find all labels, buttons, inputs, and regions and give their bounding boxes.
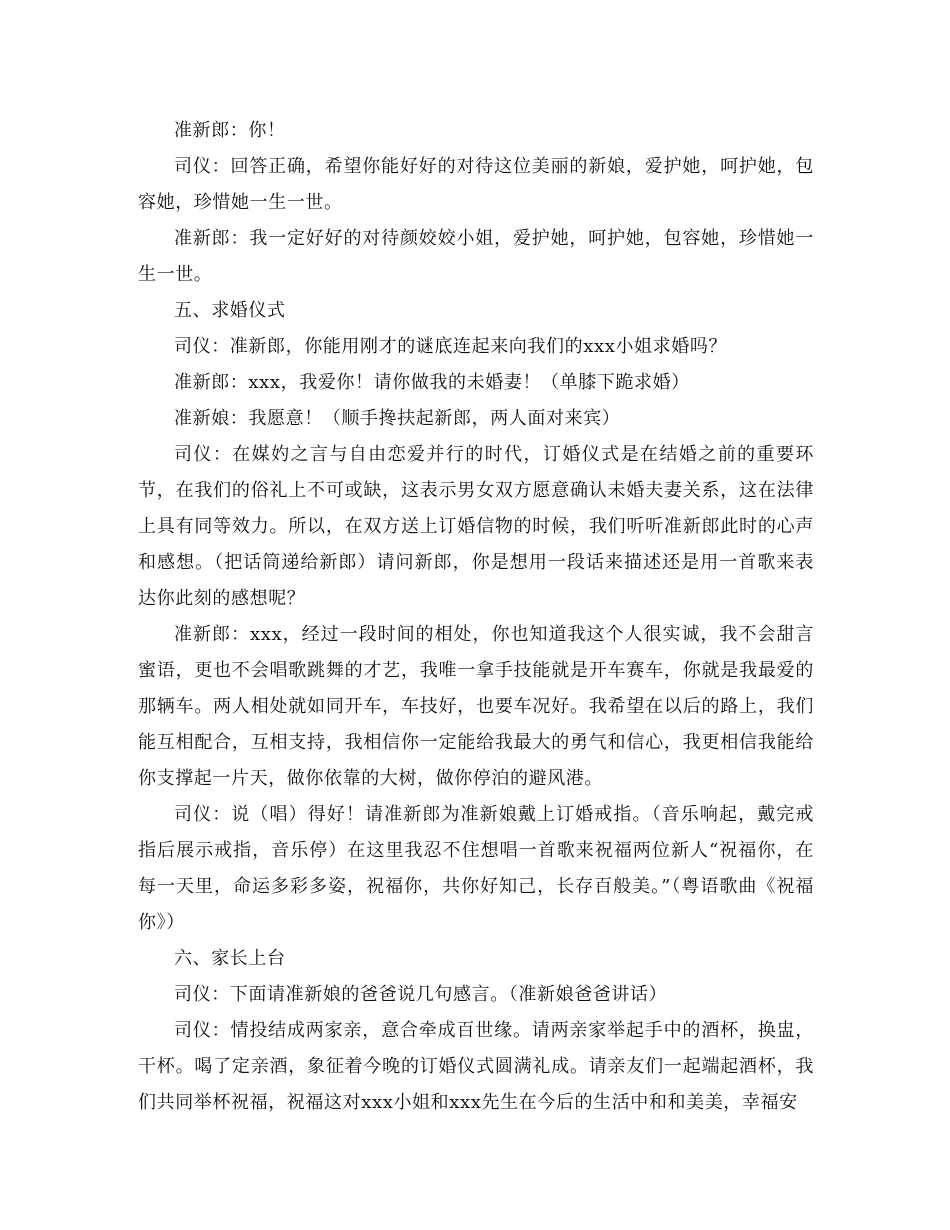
document-body — [138, 113, 814, 1121]
paragraph-bride-accept: 准新娘：我愿意！（顺手搀扶起新郎，两人面对来宾） — [174, 408, 621, 429]
paragraph-groom-promise: 准新郎：我一定好好的对待颜姣姣小姐，爱护她，呵护她，包容她，珍惜她一生一世。 — [138, 228, 814, 285]
paragraph-mc-correct: 司仪：回答正确，希望你能好好的对待这位美丽的新娘，爱护她，呵护她，包容她，珍惜她一生一世。 — [138, 156, 814, 213]
paragraph-mc-ceremony: 司仪：在媒妁之言与自由恋爱并行的时代，订婚仪式是在结婚之前的重要环节，在我们的俗礼上不可或缺，这表示男女双方愿意确认未婚夫妻关系，这在法律上具有同等效力。所以，在双方送上订婚信物的时候，我们听听准新郎此时的心声和感想。（把话筒递给新郎）请问新郎，你是想用一段话来描述还是用一首歌来表达你此刻的感想呢？ — [138, 444, 814, 609]
paragraph-mc-proposal: 司仪：准新郎，你能用刚才的谜底连起来向我们的xxx小姐求婚吗？ — [174, 336, 728, 357]
paragraph-mc-ring: 司仪：说（唱）得好！请准新郎为准新娘戴上订婚戒指。（音乐响起，戴完戒指后展示戒指，音乐停）在这里我忍不住想唱一首歌来祝福两位新人“祝福你，在每一天里，命运多彩多姿，祝福你，共你好知己，长存百般美。”（粤语歌曲《祝福你》） — [138, 804, 814, 933]
paragraph-groom-answer: 准新郎：你！ — [174, 120, 286, 141]
paragraph-groom-speech: 准新郎：xxx，经过一段时间的相处，你也知道我这个人很实诚，我不会甜言蜜语，更也不会唱歌跳舞的才艺，我唯一拿手技能就是开车赛车，你就是我最爱的那辆车。两人相处就如同开车，车技好，也要车况好。我希望在以后的路上，我们能互相配合，互相支持，我相信你一定能给我最大的勇气和信心，我更相信我能给你支撑起一片天，做你依靠的大树，做你停泊的避风港。 — [138, 624, 814, 789]
section-heading-proposal: 五、求婚仪式 — [174, 300, 286, 321]
paragraph-mc-toast: 司仪：情投结成两家亲，意合牵成百世缘。请两亲家举起手中的酒杯，换盅，干杯。喝了定亲酒，象征着今晚的订婚仪式圆满礼成。请亲友们一起端起酒杯，我们共同举杯祝福，祝福这对xxx小姐和xxx先生在今后的生活中和和美美，幸福安 — [138, 1020, 814, 1113]
section-heading-parents: 六、家长上台 — [174, 948, 286, 969]
paragraph-groom-proposal: 准新郎：xxx，我爱你！请你做我的未婚妻！（单膝下跪求婚） — [174, 372, 690, 393]
paragraph-mc-father: 司仪：下面请准新娘的爸爸说几句感言。（准新娘爸爸讲话） — [174, 984, 668, 1005]
